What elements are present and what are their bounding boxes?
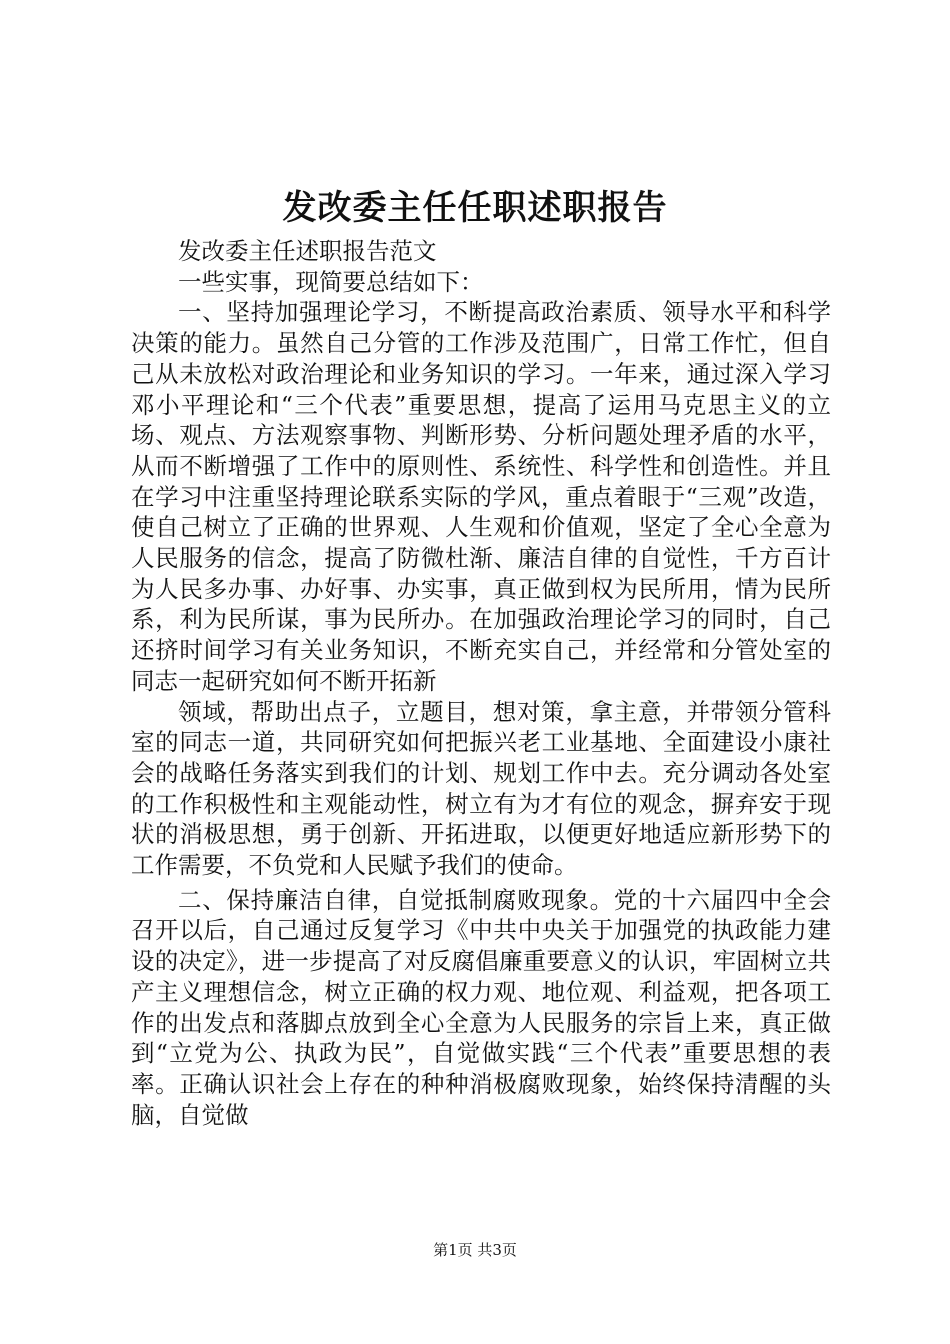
paragraph-section-one: 一、坚持加强理论学习，不断提高政治素质、领导水平和科学决策的能力。虽然自己分管的工作涉及范围广，日常工作忙，但自己从未放松对政治理论和业务知识的学习。一年来，通过深入学习邓小平理论和“三个代表”重要思想，提高了运用马克思主义的立场、观点、方法观察事物、判断形势、分析问题处理矛盾的水平，从而不断增强了工作中的原则性、系统性、科学性和创造性。并且在学习中注重坚持理论联系实际的学风，重点着眼于“三观”改造，使自己树立了正确的世界观、人生观和价值观，坚定了全心全意为人民服务的信念，提高了防微杜渐、廉洁自律的自觉性，千方百计为人民多办事、办好事、办实事，真正做到权为民所用，情为民所系，利为民所谋，事为民所办。在加强政治理论学习的同时，自己还挤时间学习有关业务知识，不断充实自己，并经常和分管处室的同志一起研究如何不断开拓新: [131, 298, 831, 695]
paragraph-subtitle: 发改委主任述职报告范文: [178, 237, 437, 265]
document-title: 发改委主任任职述职报告: [282, 188, 668, 228]
document-body: [131, 236, 831, 1130]
paragraph-section-two: 二、保持廉洁自律，自觉抵制腐败现象。党的十六届四中全会召开以后，自己通过反复学习《中共中央关于加强党的执政能力建设的决定》，进一步提高了对反腐倡廉重要意义的认识，牢固树立共产主义理想信念，树立正确的权力观、地位观、利益观，把各项工作的出发点和落脚点放到全心全意为人民服务的宗旨上来，真正做到“立党为公、执政为民”，自觉做实践“三个代表”重要思想的表率。正确认识社会上存在的种种消极腐败现象，始终保持清醒的头脑，自觉做: [131, 885, 831, 1129]
paragraph-section-one-continued: 领域，帮助出点子，立题目，想对策，拿主意，并带领分管科室的同志一道，共同研究如何把振兴老工业基地、全面建设小康社会的战略任务落实到我们的计划、规划工作中去。充分调动各处室的工作积极性和主观能动性，树立有为才有位的观念，摒弃安于现状的消极思想，勇于创新、开拓进取，以便更好地适应新形势下的工作需要，不负党和人民赋予我们的使命。: [131, 697, 831, 880]
paragraph-intro: 一些实事，现简要总结如下：: [178, 267, 484, 296]
page-number-footer: 第1页 共3页: [433, 1241, 517, 1259]
